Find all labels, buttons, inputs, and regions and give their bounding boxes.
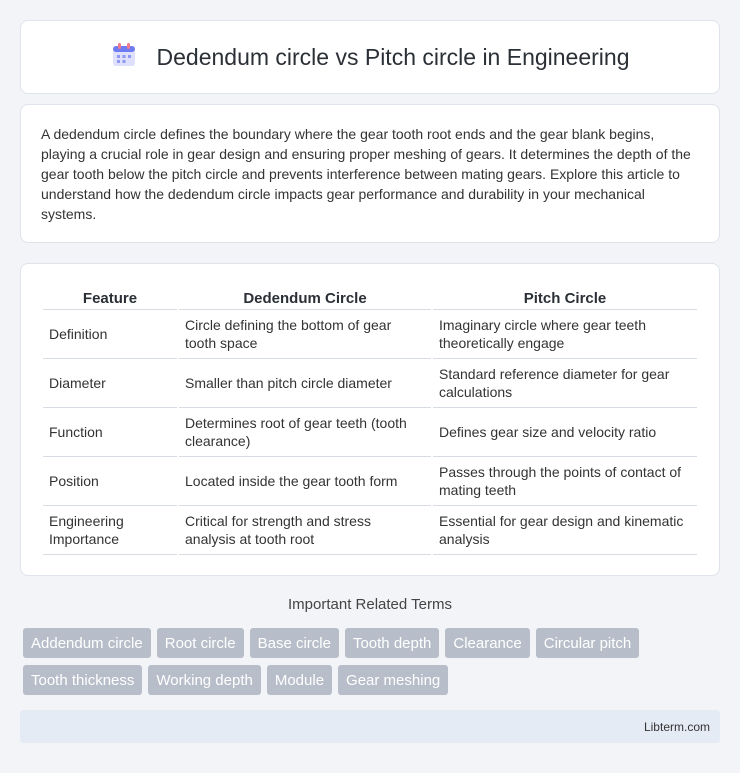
table-cell: Definition xyxy=(43,310,177,359)
table-row xyxy=(43,506,697,555)
tag-tooth-thickness[interactable]: Tooth thickness xyxy=(23,665,142,695)
column-header: Dedendum Circle xyxy=(179,284,431,310)
table-cell: Passes through the points of contact of mating teeth xyxy=(433,457,697,506)
related-terms-tags xyxy=(23,628,723,695)
table-cell: Determines root of gear teeth (tooth clearance) xyxy=(179,408,431,457)
table-cell: Essential for gear design and kinematic analysis xyxy=(433,506,697,555)
calendar-icon xyxy=(111,42,137,73)
header-card xyxy=(20,20,720,94)
page-title: Dedendum circle vs Pitch circle in Engineering xyxy=(156,43,630,70)
table-cell: Critical for strength and stress analysis at tooth root xyxy=(179,506,431,555)
table-cell: Imaginary circle where gear teeth theoretically engage xyxy=(433,310,697,359)
table-row xyxy=(43,359,697,408)
table-cell: Standard reference diameter for gear calculations xyxy=(433,359,697,408)
table-cell: Located inside the gear tooth form xyxy=(179,457,431,506)
table-cell: Position xyxy=(43,457,177,506)
tag-gear-meshing[interactable]: Gear meshing xyxy=(338,665,448,695)
tag-root-circle[interactable]: Root circle xyxy=(157,628,244,658)
tag-tooth-depth[interactable]: Tooth depth xyxy=(345,628,439,658)
comparison-table-card xyxy=(20,263,720,576)
tag-circular-pitch[interactable]: Circular pitch xyxy=(536,628,640,658)
footer-site-link[interactable]: Libterm.com xyxy=(643,719,710,734)
tag-clearance[interactable]: Clearance xyxy=(445,628,529,658)
intro-text: A dedendum circle defines the boundary where the gear tooth root ends and the gear blank begins, playing a crucial role in gear design and ensuring proper meshing of gears. It determines the depth of the gear tooth below the pitch circle and prevents interference between mating gears. Explore this article to understand how the dedendum circle impacts gear performance and durability in your mechanical systems. xyxy=(41,126,691,222)
table-row xyxy=(43,310,697,359)
table-row xyxy=(43,408,697,457)
table-row xyxy=(43,457,697,506)
table-header-row xyxy=(43,284,697,310)
table-cell: Defines gear size and velocity ratio xyxy=(433,408,697,457)
table-cell: Circle defining the bottom of gear tooth space xyxy=(179,310,431,359)
tag-working-depth[interactable]: Working depth xyxy=(148,665,260,695)
table-cell: Diameter xyxy=(43,359,177,408)
intro-card xyxy=(20,104,720,243)
tag-module[interactable]: Module xyxy=(267,665,332,695)
footer xyxy=(20,710,720,743)
table-cell: Smaller than pitch circle diameter xyxy=(179,359,431,408)
comparison-table xyxy=(41,284,699,555)
table-cell: Engineering Importance xyxy=(43,506,177,555)
column-header: Pitch Circle xyxy=(433,284,697,310)
table-cell: Function xyxy=(43,408,177,457)
tag-base-circle[interactable]: Base circle xyxy=(250,628,339,658)
related-terms-title: Important Related Terms xyxy=(288,596,452,613)
tag-addendum-circle[interactable]: Addendum circle xyxy=(23,628,151,658)
column-header: Feature xyxy=(43,284,177,310)
